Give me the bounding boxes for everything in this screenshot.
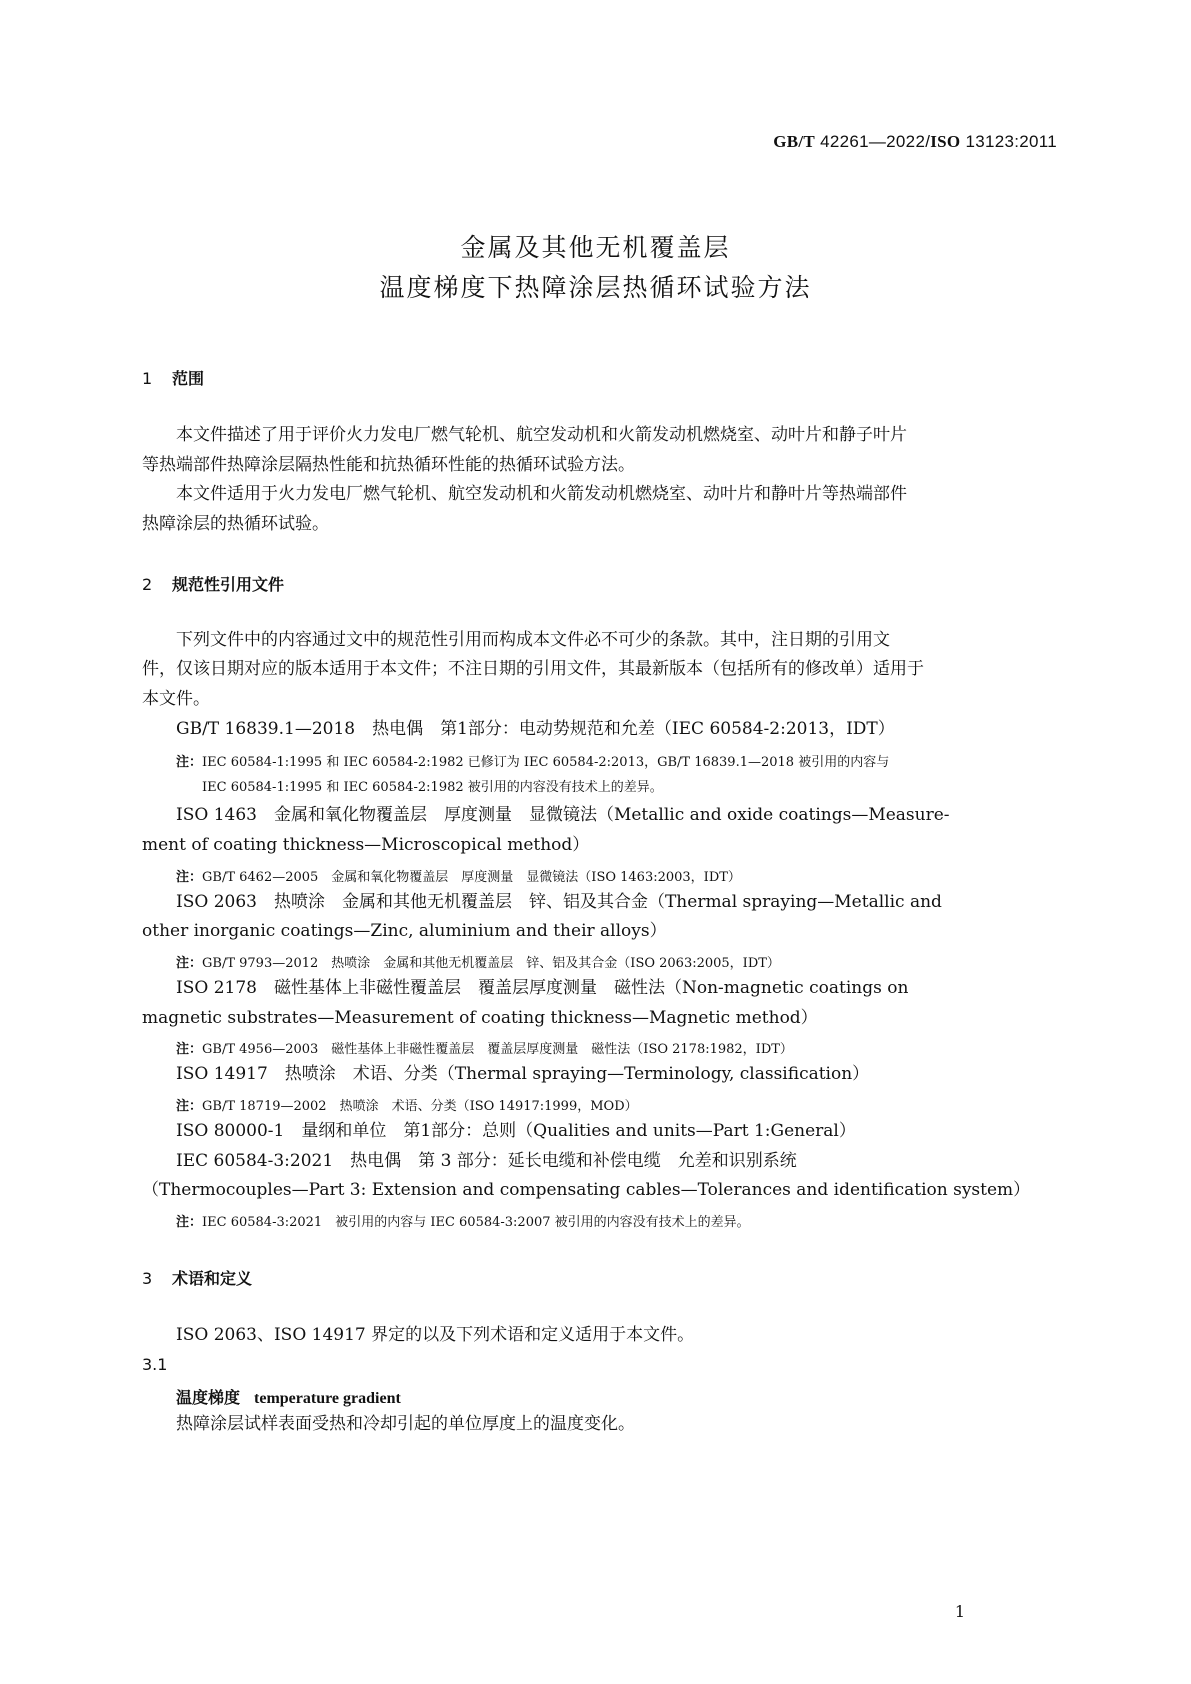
note-text: IEC 60584-1:1995 和 IEC 60584-2:1982 已修订为 IEC 60584-2:2013，GB/T 16839.1—2018 被引用的内容与: [202, 755, 890, 770]
term-title: [176, 1385, 401, 1408]
std-iso-prefix: ISO: [930, 132, 961, 151]
paragraph: 本文件描述了用于评价火力发电厂燃气轮机、航空发动机和火箭发动机燃烧室、动叶片和静子叶片: [176, 425, 907, 445]
section-number: 3: [142, 1269, 153, 1288]
reference-item: ISO 1463 金属和氧化物覆盖层 厚度测量 显微镜法（Metallic and oxide coatings—Measure-: [176, 805, 950, 825]
note-text: GB/T 18719—2002 热喷涂 术语、分类（ISO 14917:1999，MOD）: [202, 1099, 638, 1114]
paragraph: 等热端部件热障涂层隔热性能和抗热循环性能的热循环试验方法。: [142, 455, 635, 475]
paragraph: 件，仅该日期对应的版本适用于本文件；不注日期的引用文件，其最新版本（包括所有的修改单）适用于: [142, 659, 924, 679]
paragraph: 下列文件中的内容通过文中的规范性引用而构成本文件必不可少的条款。其中，注日期的引用文: [176, 630, 890, 650]
paragraph: ISO 2063、ISO 14917 界定的以及下列术语和定义适用于本文件。: [176, 1325, 695, 1345]
section-title: 术语和定义: [172, 1269, 253, 1288]
paragraph: 热障涂层的热循环试验。: [142, 514, 329, 534]
reference-note: [176, 1038, 793, 1057]
reference-item: GB/T 16839.1—2018 热电偶 第1部分：电动势规范和允差（IEC 60584-2:2013，IDT）: [176, 719, 895, 739]
note-label: 注：: [176, 1215, 203, 1230]
section-3-heading: [142, 1266, 252, 1289]
std-number: 42261—2022/: [815, 132, 931, 151]
section-number: 1: [142, 369, 153, 388]
reference-note: [176, 1095, 638, 1114]
term-zh: 温度梯度: [176, 1388, 241, 1407]
reference-item: （Thermocouples—Part 3: Extension and compensating cables—Tolerances and identification system）: [142, 1180, 1031, 1200]
reference-item: IEC 60584-3:2021 热电偶 第 3 部分：延长电缆和补偿电缆 允差和识别系统: [176, 1151, 797, 1171]
reference-item: ISO 80000-1 量纲和单位 第1部分：总则（Qualities and units—Part 1:General）: [176, 1121, 856, 1141]
note-text: GB/T 4956—2003 磁性基体上非磁性覆盖层 覆盖层厚度测量 磁性法（ISO 2178:1982，IDT）: [202, 1042, 793, 1057]
paragraph: 本文件适用于火力发电厂燃气轮机、航空发动机和火箭发动机燃烧室、动叶片和静叶片等热端部件: [176, 484, 907, 504]
section-1-heading: [142, 366, 204, 389]
note-label: 注：: [176, 956, 203, 971]
reference-note: [176, 952, 780, 971]
page-number: 1: [954, 1602, 965, 1621]
note-label: 注：: [176, 1042, 203, 1057]
note-label: 注：: [176, 755, 203, 770]
section-title: 规范性引用文件: [172, 575, 285, 594]
reference-note: [176, 1211, 750, 1230]
std-iso-number: 13123:2011: [960, 132, 1057, 151]
reference-item: ISO 14917 热喷涂 术语、分类（Thermal spraying—Terminology, classification）: [176, 1064, 870, 1084]
reference-item: ISO 2063 热喷涂 金属和其他无机覆盖层 锌、铝及其合金（Thermal spraying—Metallic and: [176, 892, 942, 912]
standard-number: [773, 132, 1057, 152]
reference-note: [176, 866, 741, 885]
note-text: GB/T 6462—2005 金属和氧化物覆盖层 厚度测量 显微镜法（ISO 1463:2003，IDT）: [202, 870, 741, 885]
reference-item: other inorganic coatings—Zinc, aluminium and their alloys）: [142, 921, 667, 941]
reference-item: ment of coating thickness—Microscopical method）: [142, 835, 590, 855]
section-2-heading: [142, 572, 284, 595]
section-title: 范围: [172, 369, 205, 388]
reference-note: [176, 751, 889, 770]
section-number: 2: [142, 575, 153, 594]
term-number: 3.1: [142, 1355, 168, 1374]
reference-note: IEC 60584-1:1995 和 IEC 60584-2:1982 被引用的内容没有技术上的差异。: [202, 780, 663, 795]
reference-item: ISO 2178 磁性基体上非磁性覆盖层 覆盖层厚度测量 磁性法（Non-magnetic coatings on: [176, 978, 909, 998]
note-text: GB/T 9793—2012 热喷涂 金属和其他无机覆盖层 锌、铝及其合金（ISO 2063:2005，IDT）: [202, 956, 780, 971]
term-definition: 热障涂层试样表面受热和冷却引起的单位厚度上的温度变化。: [176, 1414, 635, 1434]
note-text: IEC 60584-3:2021 被引用的内容与 IEC 60584-3:2007 被引用的内容没有技术上的差异。: [202, 1215, 750, 1230]
paragraph: 本文件。: [142, 689, 210, 709]
document-title-line1: 金属及其他无机覆盖层: [460, 233, 731, 262]
document-title-line2: 温度梯度下热障涂层热循环试验方法: [379, 273, 812, 302]
reference-item: magnetic substrates—Measurement of coating thickness—Magnetic method）: [142, 1008, 818, 1028]
note-label: 注：: [176, 1099, 203, 1114]
std-prefix: GB/T: [773, 132, 816, 151]
term-en: temperature gradient: [254, 1390, 401, 1407]
note-label: 注：: [176, 870, 203, 885]
